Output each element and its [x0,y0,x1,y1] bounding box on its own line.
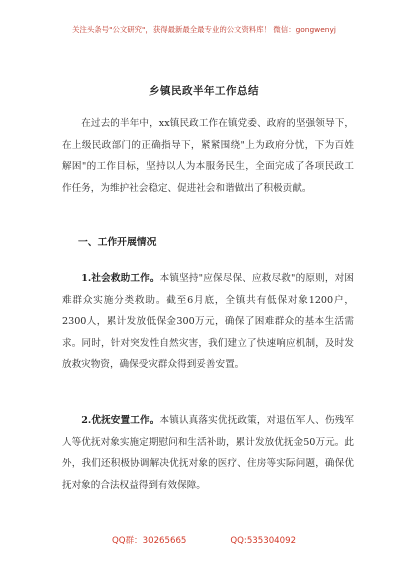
paragraph-special-care [62,410,354,496]
section-heading: 一、工作开展情况 [78,237,157,248]
paragraph-lead: 1.社会救助工作。 [81,273,160,284]
footer-qq: QQ:535304092 [230,536,297,546]
intro-paragraph: 在过去的半年中，xx镇民政工作在镇党委、政府的坚强领导下，在上级民政部门的正确指导下，紧紧围绕"上为政府分忧，下为百姓解困"的工作目标，坚持以人为本服务民生，全面完成了各项民政工作任务，为维护社会稳定、促进社会和谐做出了积极贡献。 [62,118,354,194]
footer-qq-group: QQ群：30265665 [111,536,187,546]
paragraph-body: 本镇坚持"应保尽保、应救尽救"的原则，对困难群众实施分类救助。截至6月底，全镇共有低保对象1200户，2300人，累计发放低保金300万元，确保了困难群众的基本生活需求。同时，针对突发性自然灾害，我们建立了快速响应机制，及时发放救灾物资，确保受灾群众得到妥善安置。 [62,273,354,371]
document-title: 乡镇民政半年工作总结 [149,85,259,97]
paragraph-lead: 2.优抚安置工作。 [81,415,160,426]
paragraph-social-assistance [62,268,354,376]
paragraph-body: 本镇认真落实优抚政策，对退伍军人、伤残军人等优抚对象实施定期慰问和生活补助，累计发放优抚金50万元。此外，我们还积极协调解决优抚对象的医疗、住房等实际问题，确保优抚对象的合法权益得到有效保障。 [62,415,355,491]
header-banner: 关注头条号"公文研究"，获得最新最全最专业的公文资料库！ 微信：gongwenyj [72,25,336,34]
footer-contact [0,534,408,546]
